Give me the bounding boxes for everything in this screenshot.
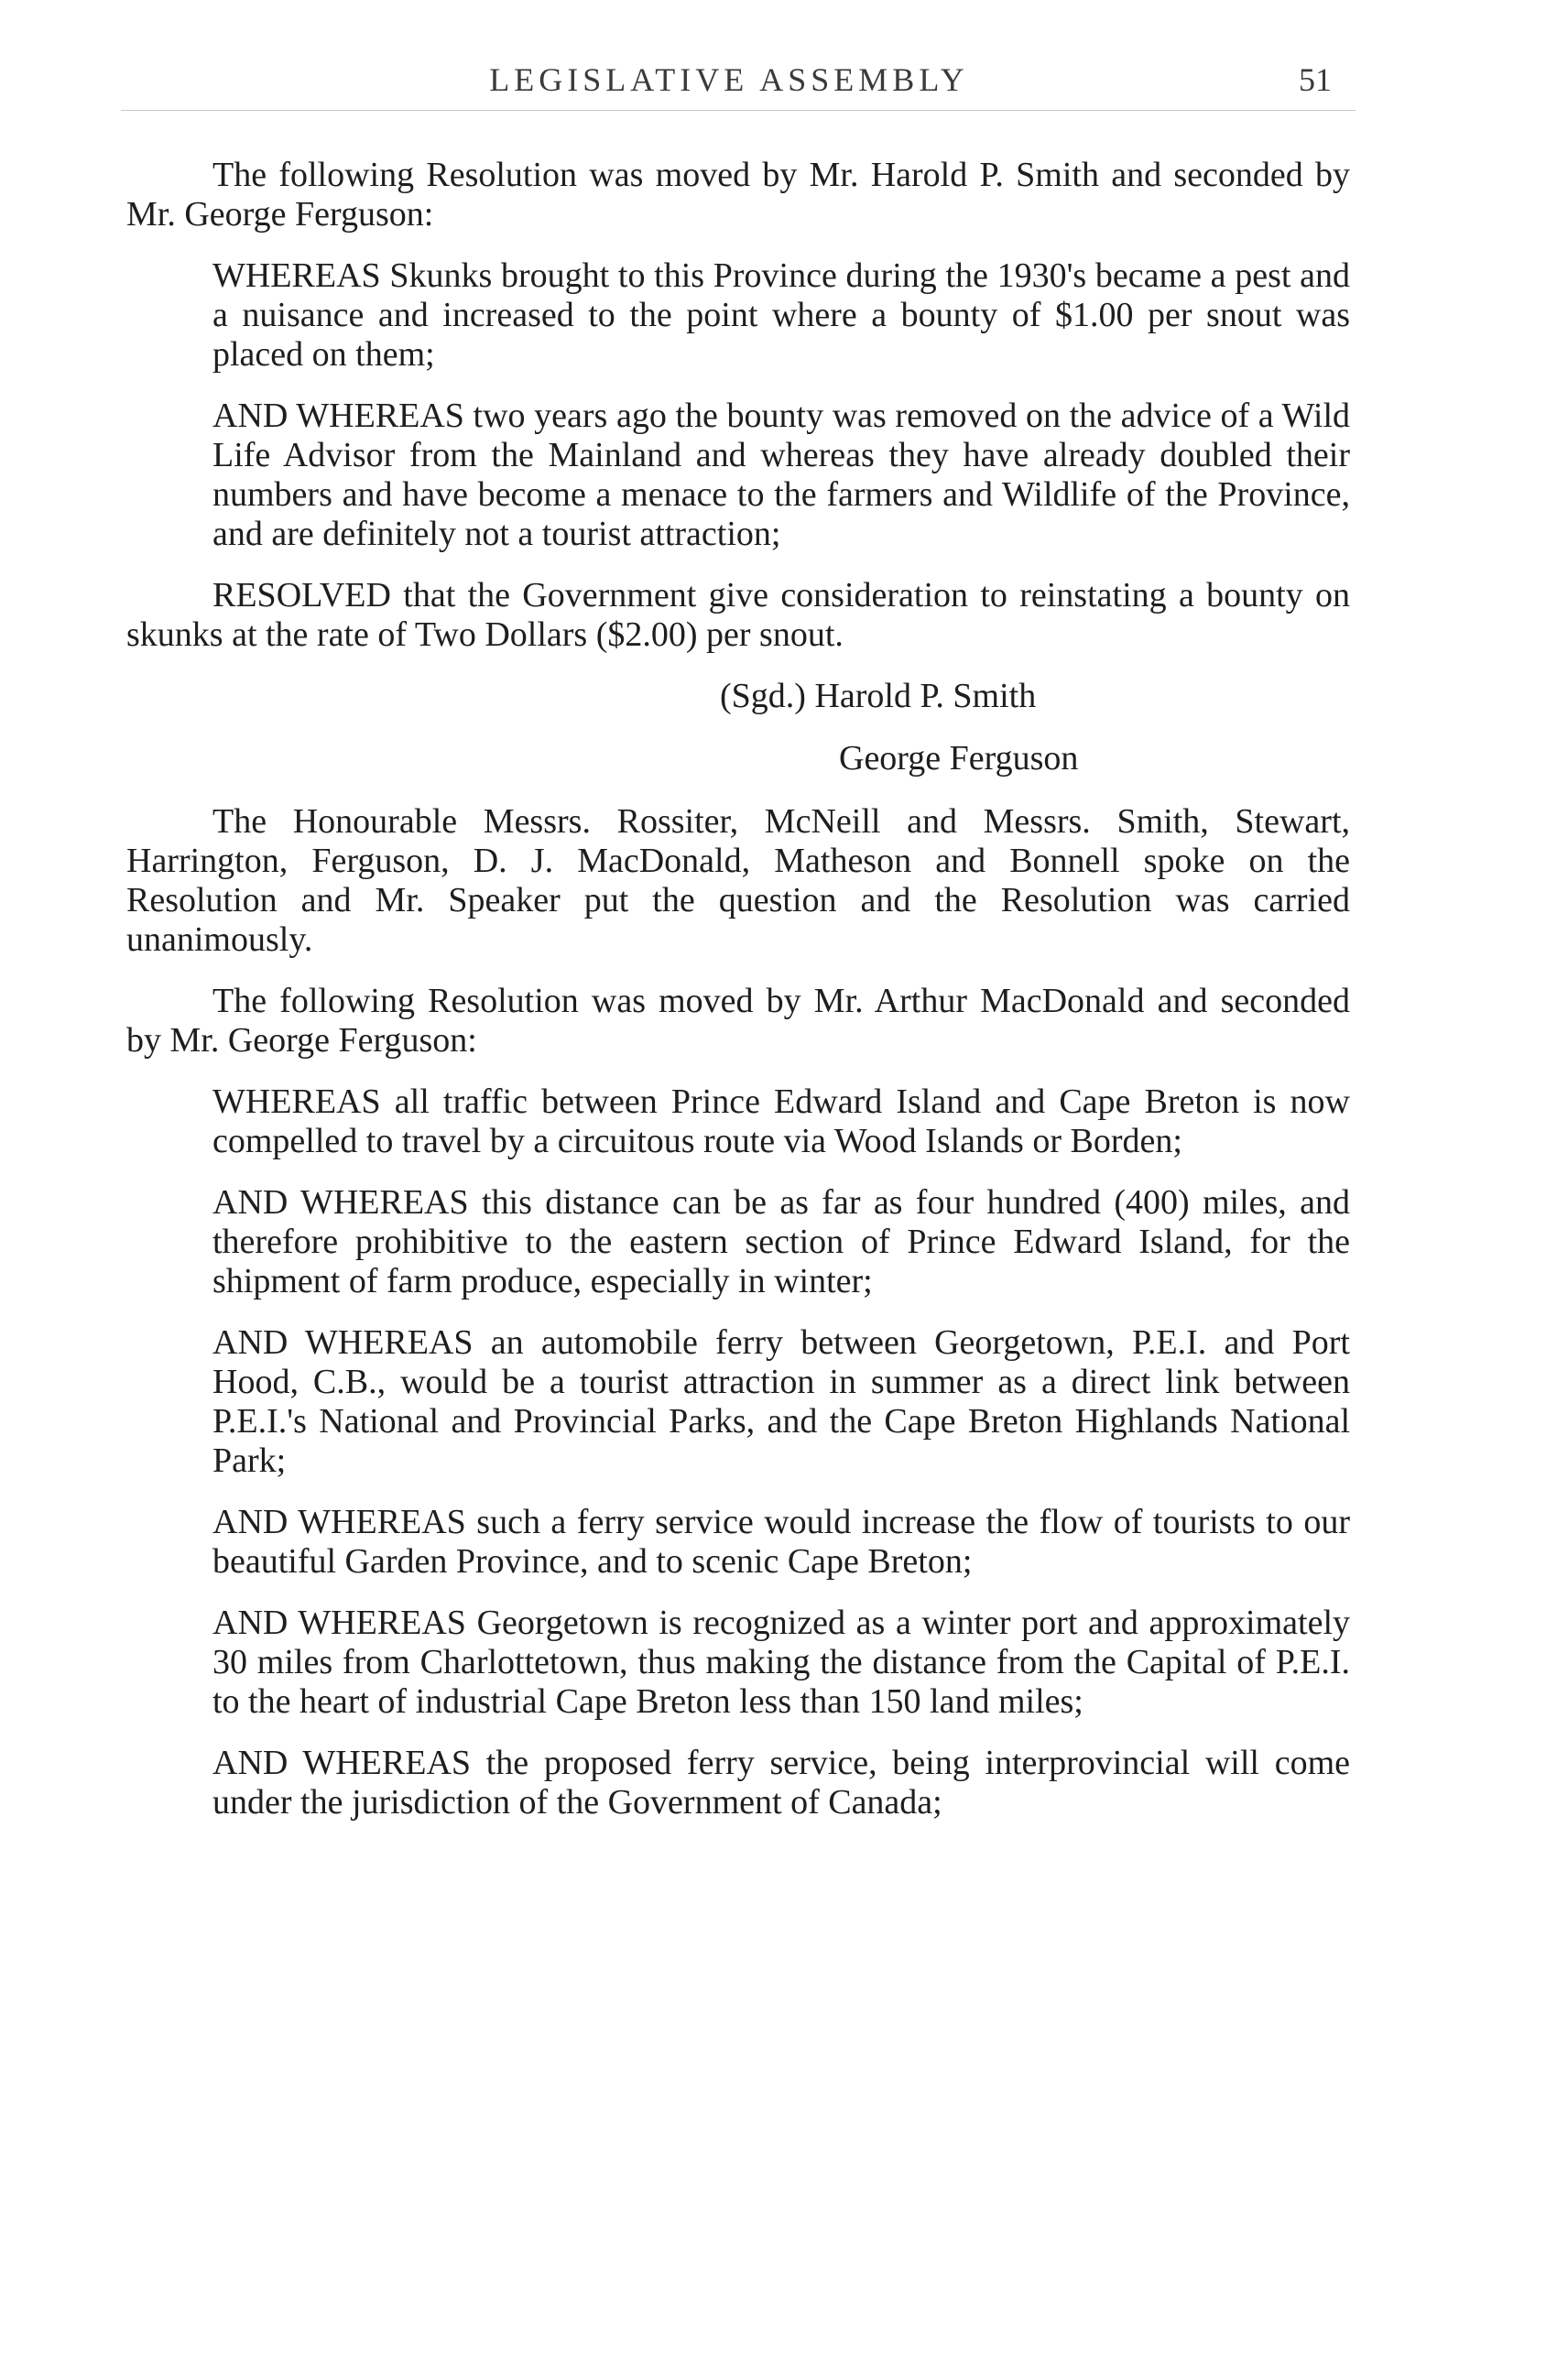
resolution-2-whereas-3: AND WHEREAS an automobile ferry between Georgetown, P.E.I. and Port Hood, C.B., would be a tourist attraction in summer as a direct link between P.E.I.'s National and Provincial Parks, and the Cape Breton Highlands National Park; (212, 1323, 1350, 1480)
resolution-2-whereas-1: WHEREAS all traffic between Prince Edward Island and Cape Breton is now compelled to travel by a circuitous route via Wood Islands or Borden; (212, 1082, 1350, 1160)
resolution-2-whereas-2: AND WHEREAS this distance can be as far as four hundred (400) miles, and therefore prohibitive to the eastern section of Prince Edward Island, for the shipment of farm produce, especially in winter; (212, 1183, 1350, 1300)
resolution-1-resolved: RESOLVED that the Government give consideration to reinstating a bounty on skunks at the rate of Two Dollars ($2.00) per snout. (126, 576, 1350, 654)
page-number: 51 (1299, 61, 1332, 98)
running-header (0, 60, 1568, 115)
resolution-1-whereas-2: AND WHEREAS two years ago the bounty was removed on the advice of a Wild Life Advisor from the Mainland and whereas they have already doubled their numbers and have become a menace to the farmers and Wildlife of the Province, and are definitely not a tourist attraction; (212, 397, 1350, 553)
signatory-1: Harold P. Smith (814, 677, 1037, 715)
header-rule (121, 110, 1356, 111)
resolution-1-outcome: The Honourable Messrs. Rossiter, McNeill and Messrs. Smith, Stewart, Harrington, Ferguson, D. J. MacDonald, Matheson and Bonnell spoke on the Resolution and Mr. Speaker put the question and the Resolution was carried unanimously. (126, 802, 1350, 959)
resolution-1-intro: The following Resolution was moved by Mr. Harold P. Smith and seconded by Mr. George Ferguson: (126, 156, 1350, 234)
resolution-2-intro: The following Resolution was moved by Mr. Arthur MacDonald and seconded by Mr. George Ferguson: (126, 982, 1350, 1060)
signature-block (126, 677, 1350, 778)
signatory-2: George Ferguson (839, 739, 1079, 778)
running-title: LEGISLATIVE ASSEMBLY (489, 61, 969, 98)
resolution-2-whereas-4: AND WHEREAS such a ferry service would increase the flow of tourists to our beautiful Garden Province, and to scenic Cape Breton; (212, 1503, 1350, 1581)
resolution-2-whereas-5: AND WHEREAS Georgetown is recognized as a winter port and approximately 30 miles from Charlottetown, thus making the distance from the Capital of P.E.I. to the heart of industrial Cape Breton less than 150 land miles; (212, 1604, 1350, 1721)
signature-line-1 (720, 677, 1350, 716)
page-body (126, 156, 1350, 1844)
signed-label: (Sgd.) (720, 677, 806, 715)
signature-line-2 (720, 739, 1350, 778)
resolution-1-whereas-1: WHEREAS Skunks brought to this Province during the 1930's became a pest and a nuisance and increased to the point where a bounty of $1.00 per snout was placed on them; (212, 256, 1350, 374)
resolution-2-whereas-6: AND WHEREAS the proposed ferry service, being interprovincial will come under the jurisdiction of the Government of Canada; (212, 1744, 1350, 1822)
